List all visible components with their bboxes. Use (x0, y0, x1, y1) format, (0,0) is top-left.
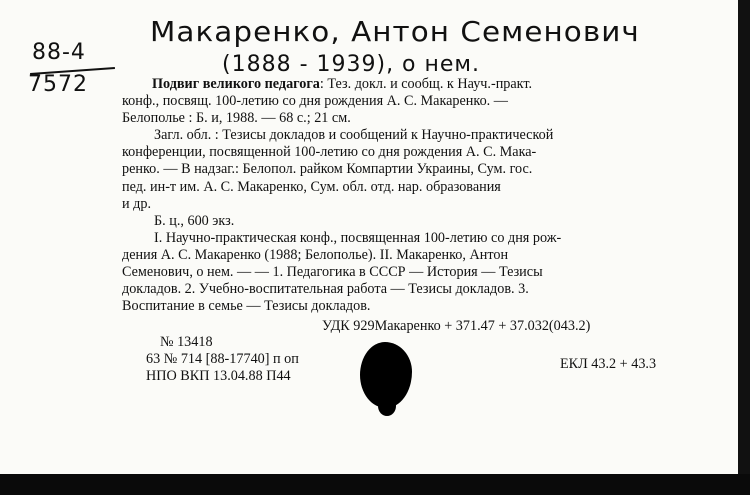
body-line-10: дения А. С. Макаренко (1988; Белополье). II. Макаренко, Антон (122, 246, 509, 263)
body-line-8: Б. ц., 600 экз. (154, 212, 235, 229)
body-line-1: конф., посвящ. 100-летию со дня рождения А. С. Макаренко. — (122, 93, 508, 110)
handwritten-years: (1888 - 1939), о нем. (222, 52, 481, 77)
body-line-2: Белополье : Б. и, 1988. — 68 с.; 21 см. (122, 110, 351, 127)
book-title: Подвиг великого педагога (152, 76, 320, 92)
body-line-4: конференции, посвященной 100-летию со дня рождения А. С. Мака- (122, 144, 537, 161)
handwritten-title: Макаренко, Антон Семенович (150, 15, 640, 48)
body-line-5: ренко. — В надзаг.: Белопол. райком Компартии Украины, Сум. гос. (122, 161, 533, 178)
body-line-6: пед. ин-т им. А. С. Макаренко, Сум. обл. отд. нар. образования (122, 178, 501, 195)
record-number: № 13418 (160, 334, 213, 350)
body-line-13: Воспитание в семье — Тезисы докладов. (122, 298, 371, 315)
body-line-11: Семенович, о нем. — — 1. Педагогика в СССР — История — Тезисы (122, 264, 543, 281)
card-body-text (122, 76, 712, 315)
body-line-9: I. Научно-практическая конф., посвященная 100-летию со дня рож- (154, 229, 562, 246)
body-line-7: и др. (122, 195, 151, 212)
handwritten-code-top: 88-4 (32, 40, 86, 65)
handwritten-code-bottom: 7572 (28, 72, 88, 97)
scan-edge-right (738, 0, 750, 495)
scan-edge-bottom (0, 474, 750, 495)
ekl-line: ЕКЛ 43.2 + 43.3 (560, 356, 657, 372)
body-line-3: Загл. обл. : Тезисы докладов и сообщений к Научно-практической (154, 127, 554, 144)
body-line-12: докладов. 2. Учебно-воспитательная работа — Тезисы докладов. 3. (122, 281, 529, 298)
ink-blot-tip (378, 396, 396, 416)
body-line-0: Подвиг великого педагога: Тез. докл. и сообщ. к Науч.-практ. (152, 76, 533, 92)
npo-line: НПО ВКП 13.04.88 П44 (146, 368, 291, 384)
series-line: 63 № 714 [88-17740] п оп (146, 351, 299, 367)
udk-line: УДК 929Макаренко + 371.47 + 37.032(043.2) (322, 318, 591, 334)
